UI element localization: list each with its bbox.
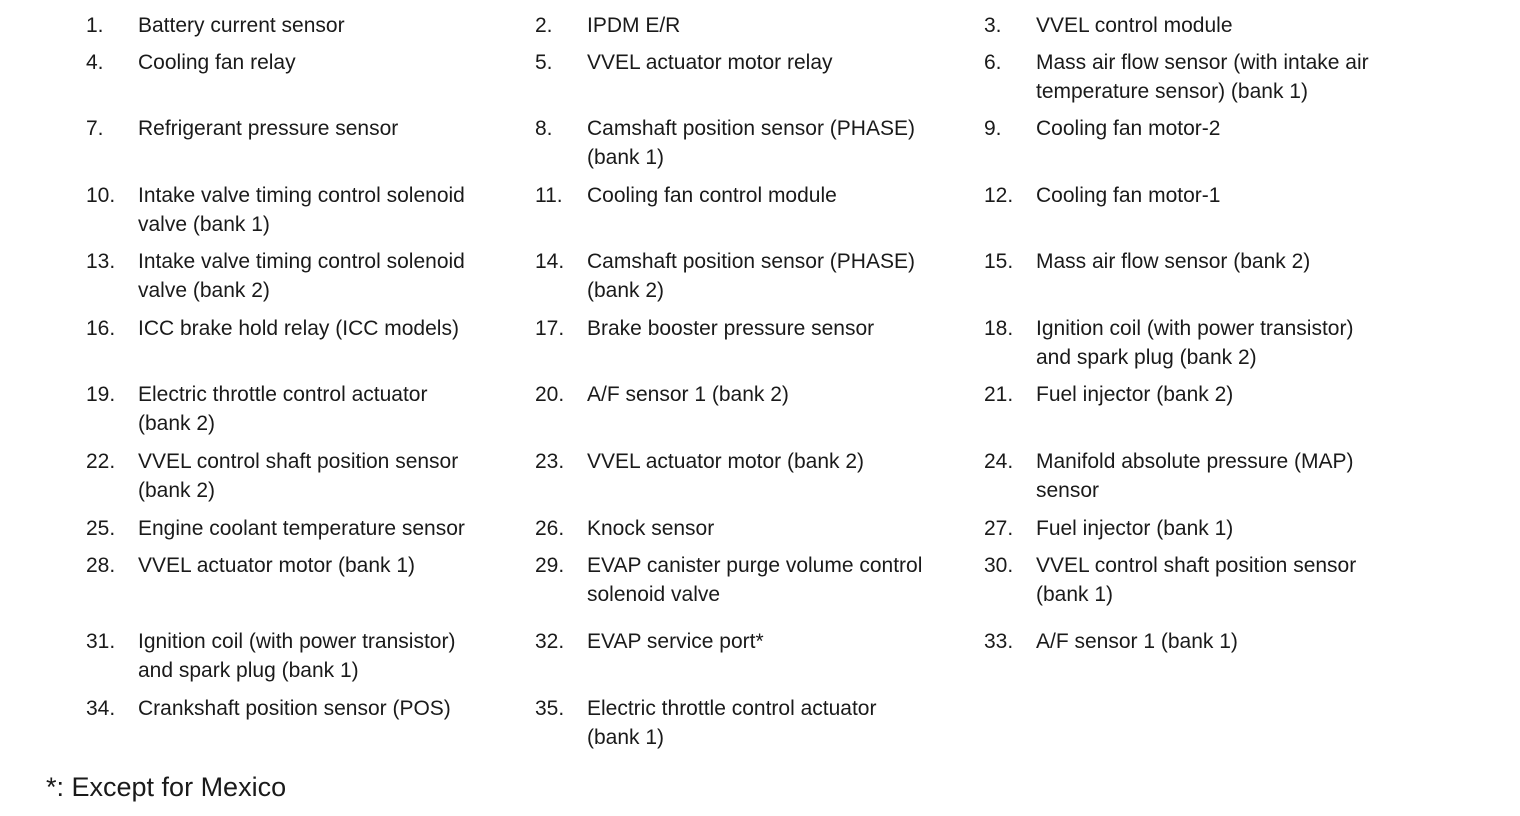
legend-item-number: 32. [535,630,565,653]
legend-item-number: 20. [535,383,565,406]
legend-item-number: 24. [984,450,1014,473]
legend-item-label: Cooling fan relay [138,51,296,74]
legend-item-number: 34. [86,697,116,720]
legend-item-number: 29. [535,554,565,577]
legend-item-label: Mass air flow sensor (bank 2) [1036,250,1311,273]
legend-item-number: 35. [535,697,565,720]
legend-item-label: A/F sensor 1 (bank 2) [587,383,789,406]
legend-item-label: Ignition coil (with power transistor) and spark plug (bank 2) [1036,317,1354,369]
legend-item-label: Cooling fan control module [587,184,837,207]
legend-item-label: Ignition coil (with power transistor) and spark plug (bank 1) [138,630,456,682]
legend-item-number: 19. [86,383,116,406]
legend-item-label: A/F sensor 1 (bank 1) [1036,630,1238,653]
legend-item-label: Fuel injector (bank 2) [1036,383,1234,406]
legend-item-label: VVEL actuator motor relay [587,51,833,74]
legend-item-label: Mass air flow sensor (with intake air temperature sensor) (bank 1) [1036,51,1369,103]
legend-item-number: 7. [86,117,104,140]
legend-item-label: Electric throttle control actuator (bank 2) [138,383,428,435]
legend-item-label: IPDM E/R [587,14,681,37]
legend-item-label: Cooling fan motor-1 [1036,184,1221,207]
legend-item-number: 25. [86,517,116,540]
legend-item-number: 5. [535,51,553,74]
legend-item-label: Crankshaft position sensor (POS) [138,697,451,720]
legend-item-number: 28. [86,554,116,577]
legend-item-number: 4. [86,51,104,74]
legend-item-label: VVEL actuator motor (bank 1) [138,554,416,577]
legend-item-label: Engine coolant temperature sensor [138,517,465,540]
legend-item-number: 2. [535,14,553,37]
legend-item-label: Brake booster pressure sensor [587,317,875,340]
legend-item-number: 8. [535,117,553,140]
legend-item-number: 6. [984,51,1002,74]
legend-item-label: Battery current sensor [138,14,345,37]
legend-item-number: 16. [86,317,116,340]
legend-item-number: 9. [984,117,1002,140]
legend-item-label: Intake valve timing control solenoid valve (bank 2) [138,250,465,302]
legend-item-label: VVEL control module [1036,14,1233,37]
legend-item-label: Manifold absolute pressure (MAP) sensor [1036,450,1354,502]
legend-item-number: 14. [535,250,565,273]
footnote: *: Except for Mexico [46,772,287,802]
legend-item-label: Knock sensor [587,517,715,540]
legend-item-number: 3. [984,14,1002,37]
legend-item-number: 26. [535,517,565,540]
legend-item-label: ICC brake hold relay (ICC models) [138,317,459,340]
legend-item-label: Fuel injector (bank 1) [1036,517,1234,540]
legend-item-number: 31. [86,630,116,653]
legend-item-label: EVAP canister purge volume control solenoid valve [587,554,923,606]
legend-item-number: 23. [535,450,565,473]
legend-item-label: Camshaft position sensor (PHASE) (bank 2) [587,250,915,302]
legend-item-number: 21. [984,383,1014,406]
legend-item-number: 17. [535,317,565,340]
legend-item-label: VVEL control shaft position sensor (bank 1) [1036,554,1357,606]
legend-item-number: 30. [984,554,1014,577]
legend-item-number: 1. [86,14,104,37]
legend-item-label: Camshaft position sensor (PHASE) (bank 1) [587,117,915,169]
legend-item-number: 11. [535,184,563,207]
legend-item-label: VVEL actuator motor (bank 2) [587,450,865,473]
legend-item-label: VVEL control shaft position sensor (bank 2) [138,450,459,502]
legend-item-number: 10. [86,184,116,207]
legend-item-label: Electric throttle control actuator (bank 1) [587,697,877,749]
legend-item-number: 22. [86,450,116,473]
legend-item-label: EVAP service port* [587,630,764,653]
legend-item-number: 13. [86,250,116,273]
legend-item-number: 15. [984,250,1014,273]
legend-item-number: 33. [984,630,1014,653]
legend-item-number: 18. [984,317,1014,340]
legend-item-number: 27. [984,517,1014,540]
legend-item-number: 12. [984,184,1014,207]
legend-item-label: Refrigerant pressure sensor [138,117,399,140]
legend-item-label: Intake valve timing control solenoid valve (bank 1) [138,184,465,236]
legend-item-label: Cooling fan motor-2 [1036,117,1221,140]
